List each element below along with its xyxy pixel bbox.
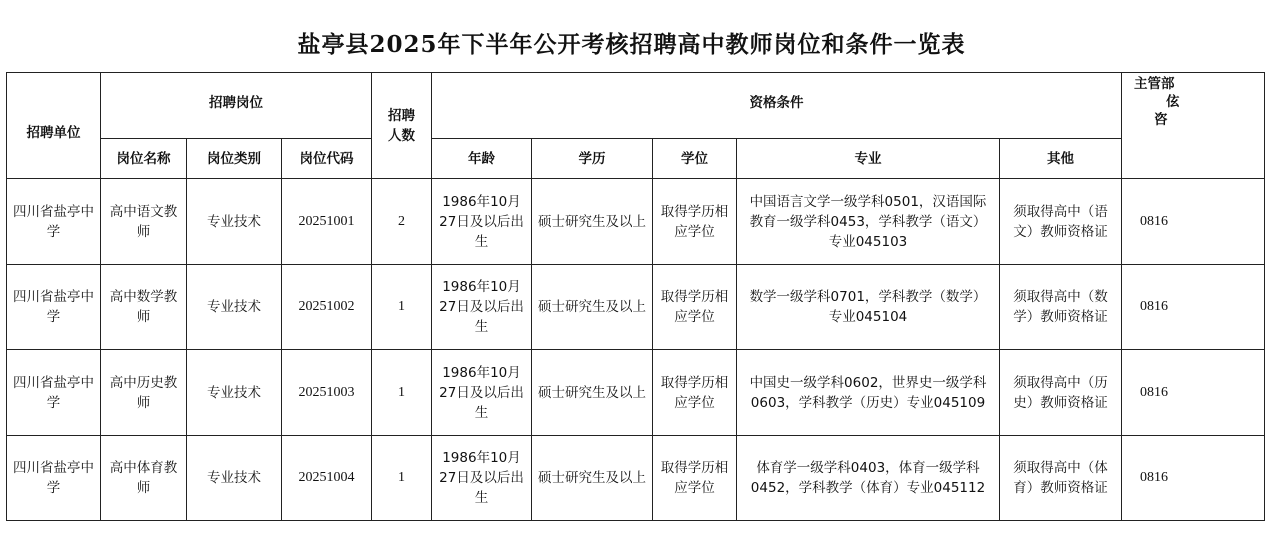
cell-education: 硕士研究生及以上 (532, 179, 653, 265)
cell-unit: 四川省盐亭中学 (7, 436, 101, 521)
cell-other: 须取得高中（数学）教师资格证 (1000, 265, 1122, 350)
cell-post-category: 专业技术 (187, 436, 282, 521)
cell-unit: 四川省盐亭中学 (7, 179, 101, 265)
cell-post-category: 专业技术 (187, 265, 282, 350)
cell-degree: 取得学历相应学位 (653, 179, 737, 265)
cell-post-code: 20251003 (282, 350, 372, 436)
cell-phone: 0816 (1122, 350, 1265, 436)
cell-degree: 取得学历相应学位 (653, 436, 737, 521)
header-unit: 招聘单位 (7, 73, 101, 179)
cell-degree: 取得学历相应学位 (653, 265, 737, 350)
cell-post-category: 专业技术 (187, 350, 282, 436)
cell-age: 1986年10月27日及以后出生 (432, 350, 532, 436)
header-post-group: 招聘岗位 (101, 73, 372, 139)
table-row (7, 265, 1265, 350)
cell-post-name: 高中历史教师 (101, 350, 187, 436)
cell-post-code: 20251002 (282, 265, 372, 350)
cell-post-code: 20251001 (282, 179, 372, 265)
cell-post-name: 高中语文教师 (101, 179, 187, 265)
cell-count: 2 (372, 179, 432, 265)
table-row (7, 350, 1265, 436)
header-dept-phone (1122, 73, 1265, 179)
cell-post-name: 高中体育教师 (101, 436, 187, 521)
header-major: 专业 (737, 139, 1000, 179)
cell-age: 1986年10月27日及以后出生 (432, 265, 532, 350)
header-education: 学历 (532, 139, 653, 179)
cell-count: 1 (372, 350, 432, 436)
cell-age: 1986年10月27日及以后出生 (432, 436, 532, 521)
cell-degree: 取得学历相应学位 (653, 350, 737, 436)
cell-major: 数学一级学科0701，学科教学（数学）专业045104 (737, 265, 1000, 350)
cell-age: 1986年10月27日及以后出生 (432, 179, 532, 265)
table-row (7, 436, 1265, 521)
header-count: 招聘人数 (372, 73, 432, 179)
cell-other: 须取得高中（语文）教师资格证 (1000, 179, 1122, 265)
cell-post-category: 专业技术 (187, 179, 282, 265)
header-post-category: 岗位类别 (187, 139, 282, 179)
header-dept-line-2: 伭 (1166, 94, 1180, 110)
cell-unit: 四川省盐亭中学 (7, 265, 101, 350)
cell-count: 1 (372, 265, 432, 350)
cell-post-name: 高中数学教师 (101, 265, 187, 350)
cell-major: 体育学一级学科0403，体育一级学科0452，学科教学（体育）专业045112 (737, 436, 1000, 521)
header-post-code: 岗位代码 (282, 139, 372, 179)
header-other: 其他 (1000, 139, 1122, 179)
cell-other: 须取得高中（体育）教师资格证 (1000, 436, 1122, 521)
header-age: 年龄 (432, 139, 532, 179)
cell-major: 中国史一级学科0602，世界史一级学科0603，学科教学（历史）专业045109 (737, 350, 1000, 436)
page-title: 盐亭县2025年下半年公开考核招聘高中教师岗位和条件一览表 (297, 31, 966, 58)
cell-phone: 0816 (1122, 179, 1265, 265)
cell-phone: 0816 (1122, 265, 1265, 350)
cell-post-code: 20251004 (282, 436, 372, 521)
cell-unit: 四川省盐亭中学 (7, 350, 101, 436)
table-row (7, 179, 1265, 265)
cell-education: 硕士研究生及以上 (532, 436, 653, 521)
cell-education: 硕士研究生及以上 (532, 350, 653, 436)
header-dept-line-3: 咨 (1154, 112, 1168, 128)
header-degree: 学位 (653, 139, 737, 179)
header-qualification-group: 资格条件 (432, 73, 1122, 139)
header-row-1 (7, 73, 1265, 139)
cell-phone: 0816 (1122, 436, 1265, 521)
cell-count: 1 (372, 436, 432, 521)
cell-education: 硕士研究生及以上 (532, 265, 653, 350)
cell-other: 须取得高中（历史）教师资格证 (1000, 350, 1122, 436)
header-dept-line-1: 主管部 (1134, 76, 1175, 92)
header-row-2 (7, 139, 1265, 179)
recruitment-table (6, 72, 1265, 521)
cell-major: 中国语言文学一级学科0501，汉语国际教育一级学科0453，学科教学（语文）专业045103 (737, 179, 1000, 265)
header-post-name: 岗位名称 (101, 139, 187, 179)
